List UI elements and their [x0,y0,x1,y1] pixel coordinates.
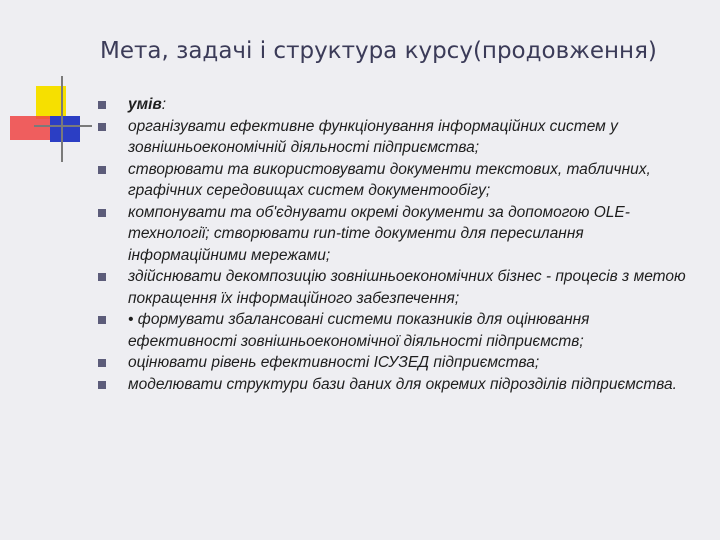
slide-title: Мета, задачі і структура курсу(продовження) [100,38,657,64]
square-bullet-icon [98,209,106,217]
bullet-item [98,94,698,116]
bullet-item [98,352,698,374]
blue-square [50,116,80,142]
bullet-item [98,374,698,396]
bullet-bold-text: умів [128,96,162,113]
decorative-squares [0,0,100,180]
bullet-list [98,94,698,395]
square-bullet-icon [98,381,106,389]
bullet-text: • формувати збалансовані системи показників для оцінювання ефективності зовнішньоекономічної діяльності підприємств; [128,311,590,350]
square-bullet-icon [98,273,106,281]
bullet-text: здійснювати декомпозицію зовнішньоекономічних бізнес - процесів з метою покращення їх інформаційного забезпечення; [128,268,686,307]
square-bullet-icon [98,123,106,131]
bullet-text: оцінювати рівень ефективності ІСУЗЕД підприємства; [128,354,540,371]
bullet-item [98,202,698,267]
bullet-text: організувати ефективне функціонування інформаційних систем у зовнішньоекономічній діяльності підприємства; [128,117,618,156]
bullet-text: створювати та використовувати документи текстових, табличних, графічних середовищах систем документообігу; [128,160,651,199]
square-bullet-icon [98,359,106,367]
bullet-text: моделювати структури бази даних для окремих підрозділів підприємства. [128,375,677,393]
square-bullet-icon [98,101,106,109]
bullet-text: : [161,96,167,113]
bullet-item [98,116,698,159]
square-bullet-icon [98,316,106,324]
bullet-item [98,266,698,309]
bullet-item [98,159,698,202]
bullet-item [98,309,698,352]
square-bullet-icon [98,166,106,174]
bullet-text: компонувати та об'єднувати окремі документи за допомогою OLE-технології; створювати run-time документи для пересилання інформаційними мережами; [128,203,630,264]
